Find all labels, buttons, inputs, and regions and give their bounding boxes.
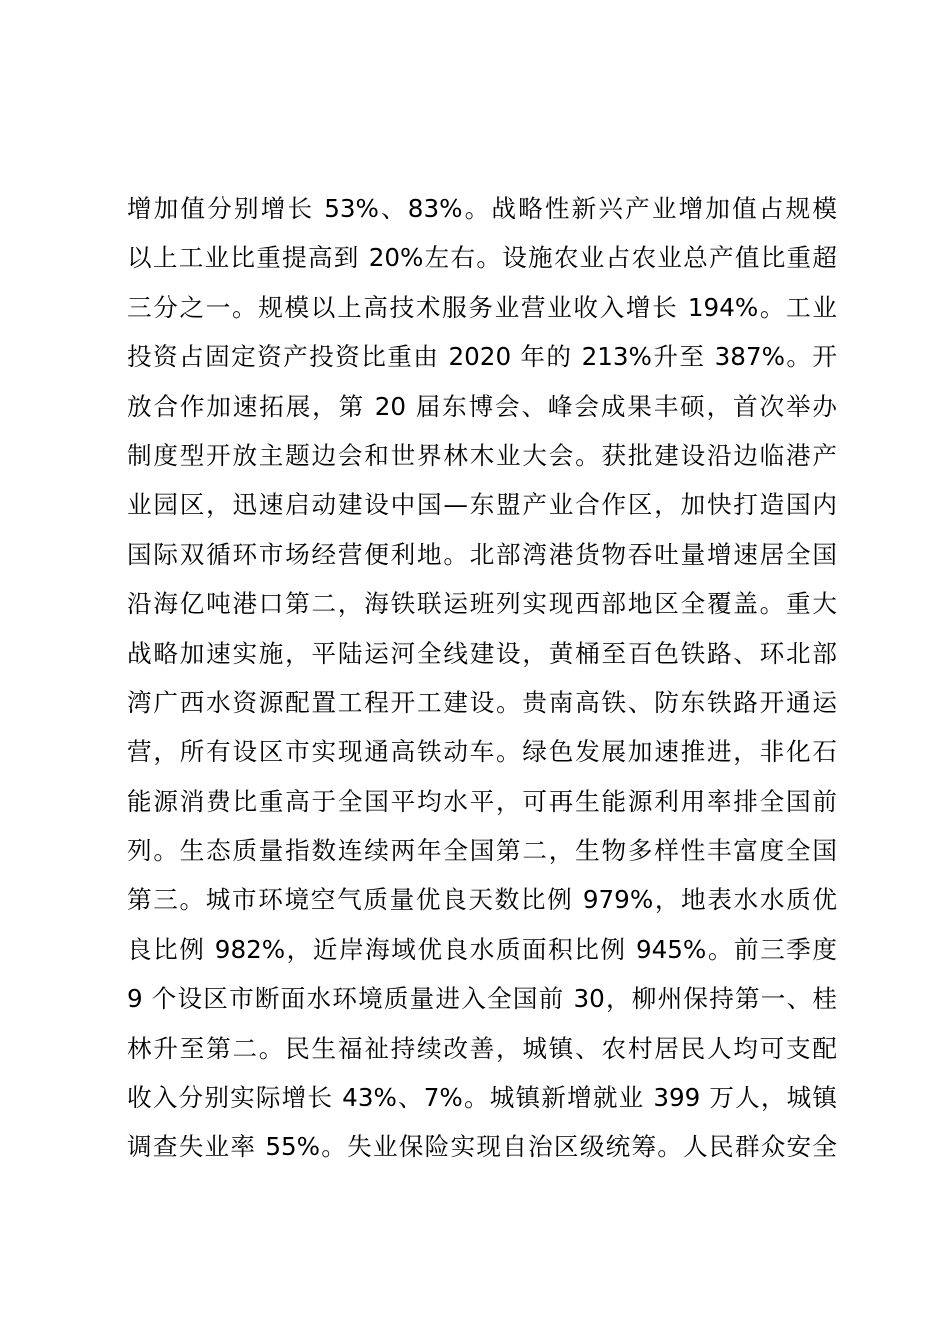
text-line: 第三。城市环境空气质量优良天数比例 979%，地表水水质优 [127, 885, 837, 915]
text-line: 良比例 982%，近岸海域优良水质面积比例 945%。前三季度 [127, 934, 837, 964]
text-line: 林升至第二。民生福祉持续改善，城镇、农村居民人均可支配 [127, 1033, 837, 1063]
text-line: 战略加速实施，平陆运河全线建设，黄桶至百色铁路、环北部 [127, 638, 837, 668]
text-line: 业园区，迅速启动建设中国—东盟产业合作区，加快打造国内 [127, 490, 837, 520]
body-text [127, 184, 837, 1172]
text-line: 增加值分别增长 53%、83%。战略性新兴产业增加值占规模 [127, 194, 837, 223]
text-line: 以上工业比重提高到 20%左右。设施农业占农业总产值比重超 [127, 243, 837, 273]
text-line: 三分之一。规模以上高技术服务业营业收入增长 194%。工业 [127, 292, 837, 322]
text-line: 收入分别实际增长 43%、7%。城镇新增就业 399 万人，城镇 [127, 1083, 837, 1113]
text-line: 营，所有设区市实现通高铁动车。绿色发展加速推进，非化石 [127, 737, 837, 767]
text-line: 列。生态质量指数连续两年全国第二，生物多样性丰富度全国 [127, 836, 837, 866]
text-line: 能源消费比重高于全国平均水平，可再生能源利用率排全国前 [127, 786, 837, 816]
text-line: 沿海亿吨港口第二，海铁联运班列实现西部地区全覆盖。重大 [127, 589, 837, 619]
text-line: 制度型开放主题边会和世界林木业大会。获批建设沿边临港产 [127, 440, 837, 470]
text-line: 湾广西水资源配置工程开工建设。贵南高铁、防东铁路开通运 [127, 687, 837, 717]
text-line: 调查失业率 55%。失业保险实现自治区级统筹。人民群众安全 [127, 1132, 837, 1162]
text-line: 放合作加速拓展，第 20 届东博会、峰会成果丰硕，首次举办 [127, 391, 837, 421]
text-line: 9 个设区市断面水环境质量进入全国前 30，柳州保持第一、桂 [127, 984, 837, 1014]
text-line: 投资占固定资产投资比重由 2020 年的 213%升至 387%。开 [127, 342, 837, 372]
text-line: 国际双循环市场经营便利地。北部湾港货物吞吐量增速居全国 [127, 539, 837, 569]
